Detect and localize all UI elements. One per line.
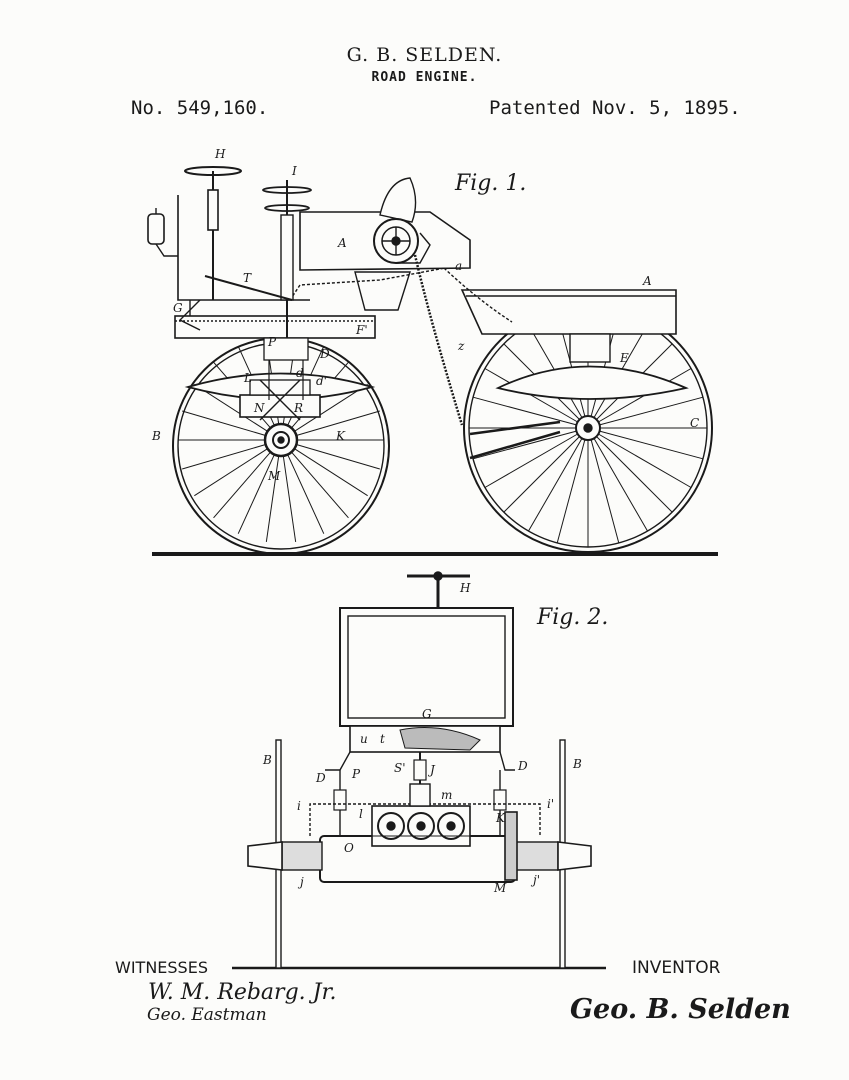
fig2-label-S: S' bbox=[394, 761, 406, 775]
fig2-label-O: O bbox=[344, 841, 354, 855]
fig1-front-wheel bbox=[173, 338, 389, 554]
fig1-rear-spring bbox=[498, 367, 686, 400]
wheel-spoke bbox=[214, 452, 271, 518]
witnesses-label: WITNESSES bbox=[115, 958, 208, 977]
witness1-signature: W. M. Rebarg. Jr. bbox=[148, 980, 337, 1005]
patent-number: No. 549,160. bbox=[131, 97, 269, 119]
fig1-label-d: d bbox=[296, 366, 304, 380]
wheel-spoke bbox=[594, 438, 648, 531]
fig1-label: Fig. 1. bbox=[455, 171, 527, 196]
wheel-spoke bbox=[182, 445, 265, 470]
fig2-label-G: G bbox=[422, 707, 432, 721]
fig1-label-L: L bbox=[244, 371, 252, 385]
wheel-spoke bbox=[296, 445, 379, 470]
fig1-label-R: R bbox=[294, 401, 304, 415]
wheel-spoke bbox=[598, 434, 691, 488]
fig2-label-D: D bbox=[316, 771, 326, 785]
fig1-label-T: T bbox=[243, 271, 252, 285]
fig2-label-J: J bbox=[430, 763, 435, 777]
fig2-label-j: j bbox=[300, 875, 304, 889]
fig1-label-P: P bbox=[268, 335, 277, 349]
fig2-body bbox=[340, 608, 513, 752]
wheel-spoke bbox=[291, 452, 348, 518]
fig1-label-H: H bbox=[215, 147, 226, 161]
fig2-label-m: m bbox=[441, 788, 453, 802]
fig1-steering-column bbox=[185, 167, 241, 300]
inventor-name: G. B. SELDEN. bbox=[346, 44, 503, 66]
fig2-label-B: B bbox=[263, 753, 272, 767]
fig2-label-l: l bbox=[359, 807, 363, 821]
fig2-label-u: u bbox=[360, 732, 368, 746]
fig2-label-M: M bbox=[494, 881, 507, 895]
patent-date: Patented Nov. 5, 1895. bbox=[489, 97, 741, 119]
fig1-label-A2: A bbox=[643, 274, 652, 288]
fig1-label-d2: d' bbox=[316, 374, 327, 388]
inventor-signature: Geo. B. Selden bbox=[570, 994, 791, 1025]
wheel-spoke bbox=[294, 449, 367, 496]
witness2-signature: Geo. Eastman bbox=[147, 1005, 267, 1025]
fig1-label-B: B bbox=[152, 429, 161, 443]
fig1-label-G: G bbox=[173, 301, 183, 315]
fig1-label-D: D bbox=[320, 347, 330, 361]
fig2-label-t: t bbox=[380, 732, 385, 746]
fig1-label-F: F' bbox=[356, 323, 368, 337]
fig2-motor bbox=[372, 752, 470, 846]
fig1-label-a: a bbox=[455, 259, 463, 273]
fig1-label-K: K bbox=[336, 429, 345, 443]
wheel-spoke bbox=[485, 434, 578, 488]
patent-title: ROAD ENGINE. bbox=[371, 70, 478, 85]
fig2-label-i: i bbox=[297, 799, 301, 813]
fig2-label-B2: B bbox=[573, 757, 582, 771]
fig1-label-C: C bbox=[690, 416, 700, 430]
fig2-label-i2: i' bbox=[547, 797, 555, 811]
fig2-label-D2: D bbox=[518, 759, 528, 773]
inventor-label: INVENTOR bbox=[632, 958, 721, 978]
fig2-label-j2: j' bbox=[533, 873, 541, 887]
fig1-label-A: A bbox=[338, 236, 347, 250]
fig1-carriage-body bbox=[148, 178, 676, 338]
fig1-label-N: N bbox=[254, 401, 265, 415]
fig2-label: Fig. 2. bbox=[537, 605, 609, 630]
fig1-label-z: z bbox=[458, 339, 465, 353]
fig1-label-I: I bbox=[292, 164, 297, 178]
wheel-spoke bbox=[529, 438, 583, 531]
fig2-label-P: P bbox=[352, 767, 361, 781]
wheel-spoke bbox=[194, 449, 267, 496]
fig2-label-K: K bbox=[496, 811, 505, 825]
fig1-label-E: E bbox=[620, 351, 629, 365]
fig2-label-H: H bbox=[460, 581, 471, 595]
fig1-drive-chain bbox=[415, 255, 462, 425]
fig1-label-M: M bbox=[268, 469, 281, 483]
